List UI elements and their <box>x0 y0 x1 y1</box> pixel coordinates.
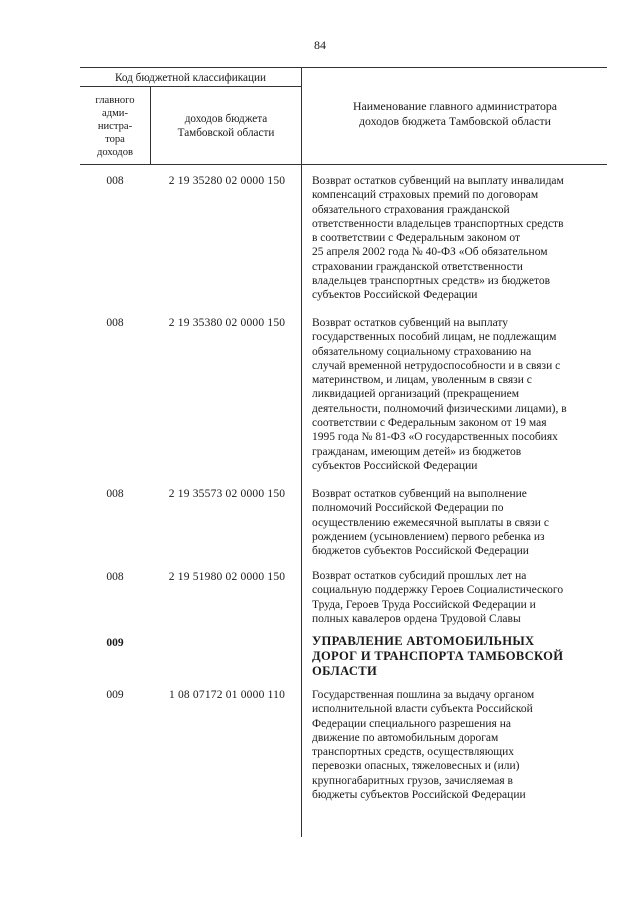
description-line: движение по автомобильным дорогам <box>312 731 499 744</box>
description-line: транспортных средств, осуществляющих <box>312 746 515 759</box>
budget-code: 2 19 35380 02 0000 150 <box>168 317 286 329</box>
header-admin-column <box>80 94 150 159</box>
header-name-line: доходов бюджета Тамбовской области <box>359 114 551 128</box>
header-admin-line: адми- <box>102 108 128 119</box>
description-line: в соответствии с Федеральным законом от <box>312 232 520 245</box>
row-description <box>312 688 612 802</box>
header-name-column <box>303 99 607 129</box>
heading-line: УПРАВЛЕНИЕ АВТОМОБИЛЬНЫХ <box>312 634 535 648</box>
budget-code: 2 19 51980 02 0000 150 <box>168 571 286 583</box>
description-line: бюджеты субъектов Российской Федерации <box>312 789 526 802</box>
header-bottom-border <box>80 164 607 165</box>
description-line: Возврат остатков субсидий прошлых лет на <box>312 570 527 582</box>
row-description <box>312 569 612 626</box>
header-admin-line: доходов <box>97 147 133 158</box>
description-line: Возврат остатков субвенций на выплату инвалидам <box>312 175 564 187</box>
description-line: Федерации специального разрешения на <box>312 717 511 730</box>
description-line: субъектов Российской Федерации <box>312 289 478 302</box>
budget-code: 1 08 07172 01 0000 110 <box>168 689 286 701</box>
description-line: соответствии с Федеральным законом от 19 мая <box>312 417 547 430</box>
description-line: субъектов Российской Федерации <box>312 459 478 472</box>
description-line: ликвидацией организаций (прекращением <box>312 388 520 401</box>
description-line: владельцев транспортных средств» из бюджетов <box>312 275 551 288</box>
header-group-title: Код бюджетной классификации <box>115 72 266 84</box>
row-description <box>312 487 612 558</box>
administrator-heading <box>312 634 612 679</box>
heading-line: ОБЛАСТИ <box>312 664 378 678</box>
description-line: Возврат остатков субвенций на выплату <box>312 317 509 329</box>
admin-code: 008 <box>106 571 124 583</box>
budget-code: 2 19 35280 02 0000 150 <box>168 175 286 187</box>
description-line: крупногабаритных грузов, зачисляемая в <box>312 774 513 787</box>
description-line: компенсаций страховых премий по договорам <box>312 189 539 202</box>
description-line: обязательного страхования гражданской <box>312 203 510 216</box>
column-divider-admin <box>150 86 151 164</box>
admin-code: 009 <box>106 689 124 701</box>
row-description <box>312 174 612 303</box>
admin-code: 008 <box>106 488 124 500</box>
description-line: гражданам, имеющим детей» из бюджетов <box>312 445 522 458</box>
table-top-border <box>80 67 607 68</box>
header-name-line: Наименование главного администратора <box>352 99 558 113</box>
header-group-divider <box>80 86 301 87</box>
description-line: ответственности владельцев транспортных средств <box>312 217 564 230</box>
header-admin-line: главного <box>95 95 135 106</box>
heading-line: ДОРОГ И ТРАНСПОРТА ТАМБОВСКОЙ <box>312 649 564 663</box>
description-line: 1995 года № 81-ФЗ «О государственных пособиях <box>312 431 558 444</box>
header-admin-line: тора <box>105 134 125 145</box>
description-line: исполнительной власти субъекта Российской <box>312 703 533 716</box>
description-line: Возврат остатков субвенций на выполнение <box>312 488 527 500</box>
description-line: осуществлению ежемесячной выплаты в связи с <box>312 516 549 529</box>
header-code-line: доходов бюджета <box>184 113 268 125</box>
description-line: материнством, и лицам, уволенным в связи с <box>312 374 532 387</box>
header-code-column <box>152 112 300 140</box>
admin-code: 008 <box>106 175 124 187</box>
description-line: обязательному социальному страхованию на <box>312 345 532 358</box>
description-line: Труда, Героев Труда Российской Федерации и <box>312 598 536 611</box>
description-line: деятельности, полномочий физическими лицами), в <box>312 402 567 415</box>
description-line: перевозки опасных, тяжеловесных и (или) <box>312 760 520 773</box>
admin-code: 008 <box>106 317 124 329</box>
description-line: рождением (усыновлением) первого ребенка из <box>312 530 545 543</box>
budget-code: 2 19 35573 02 0000 150 <box>168 488 286 500</box>
description-line: государственных пособий лицам, не подлежащим <box>312 331 557 344</box>
header-admin-line: нистра- <box>97 121 133 132</box>
description-line: социальную поддержку Героев Социалистического <box>312 584 564 597</box>
description-line: страховании гражданской ответственности <box>312 260 523 273</box>
admin-code: 009 <box>106 637 124 649</box>
page-number: 84 <box>314 38 326 52</box>
description-line: случай временной нетрудоспособности и в связи с <box>312 359 561 372</box>
description-line: Государственная пошлина за выдачу органом <box>312 689 535 701</box>
header-code-line: Тамбовской области <box>177 127 275 139</box>
description-line: полномочий Российской Федерации по <box>312 502 504 515</box>
description-line: 25 апреля 2002 года № 40-ФЗ «Об обязательном <box>312 246 548 259</box>
description-line: полных кавалеров ордена Трудовой Славы <box>312 612 521 625</box>
row-description <box>312 316 612 473</box>
description-line: бюджетов субъектов Российской Федерации <box>312 545 529 558</box>
